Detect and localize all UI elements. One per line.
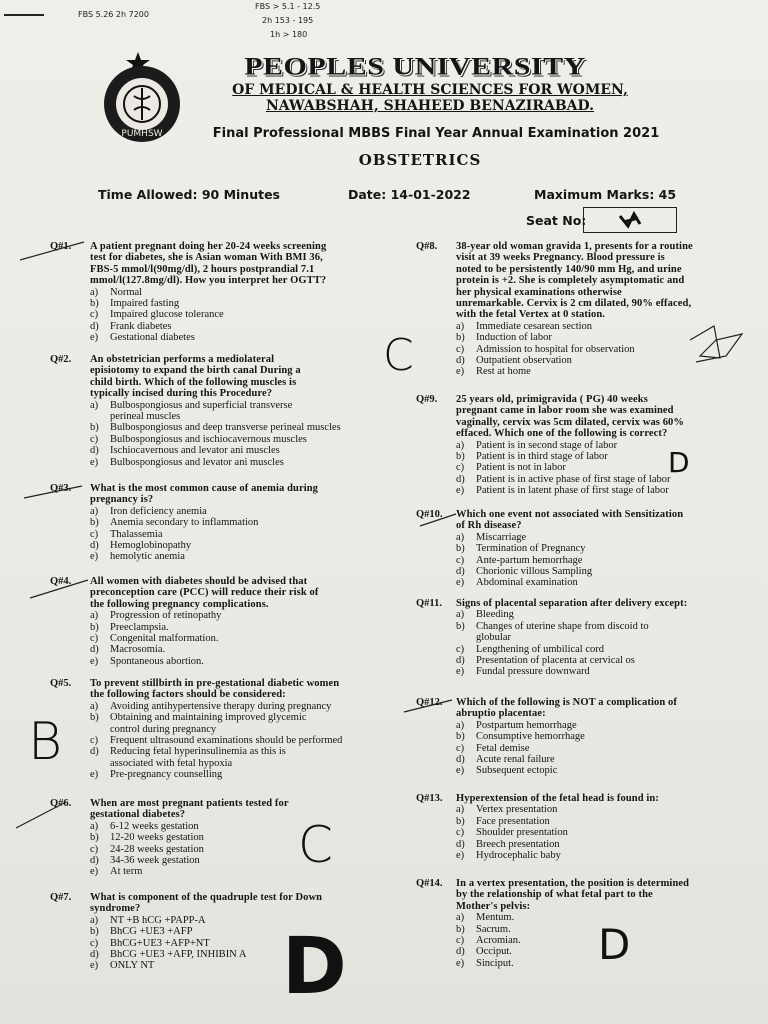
question-stem-line: 38-year old woman gravida 1, presents for a routine — [456, 241, 693, 252]
option-letter: b) — [456, 451, 465, 463]
question-stem-line: of Rh disease? — [456, 520, 522, 532]
option-text: Frank diabetes — [110, 320, 172, 332]
option-letter: e) — [90, 456, 99, 468]
question-stem-line: effaced. Which one of the following is correct? — [456, 428, 668, 440]
option-letter: c) — [90, 633, 99, 645]
question-stem-line: syndrome? — [90, 903, 141, 915]
option-text: Bulbospongiosus and superficial transverse — [110, 399, 293, 411]
option-text: Hemoglobinopathy — [110, 540, 192, 552]
option-letter: b) — [456, 731, 465, 743]
option-text: Patient is in active phase of first stage of labor — [476, 473, 671, 485]
option-letter: d) — [90, 540, 99, 552]
question-stem-line: All women with diabetes should be advised that — [90, 576, 308, 587]
option-text: Spontaneous abortion. — [110, 655, 204, 667]
option-text: Patient is in third stage of labor — [476, 451, 608, 463]
option-letter: a) — [90, 399, 99, 411]
option-text: Chorionic villous Sampling — [476, 566, 593, 578]
question-number: Q#7. — [50, 892, 72, 903]
option-letter: a) — [456, 719, 465, 731]
option-letter: b) — [90, 621, 99, 633]
university-subtitle: OF MEDICAL & HEALTH SCIENCES FOR WOMEN, — [232, 82, 628, 98]
question-stem-line: typically incised during this Procedure? — [90, 388, 273, 400]
option-letter: a) — [90, 286, 99, 298]
option-letter: c) — [456, 462, 465, 474]
option-letter: a) — [90, 820, 99, 832]
option-letter: d) — [456, 754, 465, 766]
option-letter: d) — [90, 746, 99, 758]
question-stem-line: protein is +2. She is completely asymptomatic and — [456, 275, 685, 287]
option-letter: c) — [456, 343, 465, 355]
option-letter: b) — [456, 815, 465, 827]
seat-label: Seat No: — [526, 213, 587, 228]
option-text: Bulbospongiosus and ischiocavernous muscles — [110, 433, 307, 445]
question-number: Q#8. — [416, 241, 438, 252]
question-stem-line: pregnant came in labor room she was examined — [456, 405, 674, 417]
question-stem-line: When are most pregnant patients tested for — [90, 798, 289, 809]
option-text: Induction of labor — [476, 332, 552, 344]
option-text: Patient is in latent phase of first stage of labor — [476, 485, 669, 497]
option-text: At term — [110, 866, 143, 878]
option-letter: d) — [90, 445, 99, 457]
option-text: NT +B hCG +PAPP-A — [110, 914, 206, 926]
option-letter: d) — [456, 946, 465, 958]
option-text: Patient is not in labor — [476, 462, 566, 474]
option-text: Bulbospongiosus and deep transverse perineal muscles — [110, 422, 341, 434]
option-text: 24-28 weeks gestation — [110, 843, 204, 855]
option-letter: d) — [456, 655, 465, 667]
option-letter: d) — [90, 320, 99, 332]
maximum-marks: Maximum Marks: 45 — [534, 187, 677, 202]
subject-title: OBSTETRICS — [358, 151, 482, 169]
option-letter: c) — [90, 843, 99, 855]
option-letter: a) — [456, 912, 465, 924]
option-letter: c) — [456, 742, 465, 754]
option-text: Subsequent ectopic — [476, 765, 558, 777]
option-letter: c) — [90, 309, 99, 321]
question-stem-line: the following pregnancy complications. — [90, 598, 269, 610]
option-text: Preeclampsia. — [110, 621, 169, 633]
question-stem-line: by the relationship of what fetal part to the — [456, 889, 653, 901]
handwritten-note: 2h 153 - 195 — [262, 16, 314, 25]
option-text: Breech presentation — [476, 838, 560, 850]
option-text: Pre-pregnancy counselling — [110, 769, 223, 781]
handwritten-answer: C — [383, 330, 414, 381]
question-stem-line: To prevent stillbirth in pre-gestational diabetic women — [90, 678, 340, 689]
option-text: Sinciput. — [476, 957, 514, 969]
option-text: Congenital malformation. — [110, 633, 219, 645]
option-letter: a) — [90, 610, 99, 622]
question-stem-line: with the fetal Vertex at 0 station. — [456, 309, 606, 321]
option-text: Avoiding antihypertensive therapy during pregnancy — [110, 700, 332, 712]
option-text: ONLY NT — [110, 960, 155, 972]
question-stem-line: An obstetrician performs a mediolateral — [90, 354, 275, 365]
option-text: associated with fetal hypoxia — [110, 757, 233, 769]
option-letter: d) — [90, 855, 99, 867]
option-letter: b) — [90, 517, 99, 529]
question-stem-line: pregnancy is? — [90, 494, 154, 506]
university-name: PEOPLES UNIVERSITY — [244, 52, 586, 81]
option-letter: c) — [90, 735, 99, 747]
question-number: Q#9. — [416, 394, 438, 405]
question-stem-line: noted to be persistently 140/90 mm Hg, and urine — [456, 263, 682, 275]
option-text: Vertex presentation — [476, 804, 558, 816]
option-letter: a) — [456, 804, 465, 816]
option-letter: a) — [456, 320, 465, 332]
option-text: Postpartum hemorrhage — [476, 719, 577, 731]
option-text: Thalassemia — [110, 528, 163, 540]
question-number: Q#5. — [50, 678, 72, 689]
option-text: BhCG+UE3 +AFP+NT — [110, 937, 210, 949]
option-letter: c) — [456, 827, 465, 839]
question-number: Q#12. — [416, 697, 443, 708]
question-stem-line: Which of the following is NOT a complication of — [456, 697, 677, 708]
option-letter: e) — [456, 366, 465, 378]
option-letter: c) — [456, 935, 465, 947]
option-text: Progression of retinopathy — [110, 610, 222, 622]
option-text: Ante-partum hemorrhage — [476, 554, 583, 566]
question-number: Q#1. — [50, 241, 72, 252]
option-letter: b) — [90, 298, 99, 310]
question-stem-line: test for diabetes, she is Asian woman With BMI 36, — [90, 252, 323, 264]
question-stem-line: unremarkable. Cervix is 2 cm dilated, 90% effaced, — [456, 298, 692, 310]
handwritten-answer: B — [28, 712, 63, 772]
option-text: Hydrocephalic baby — [476, 850, 561, 862]
option-text: Bulbospongiosus and levator ani muscles — [110, 456, 284, 468]
handwritten-note: 1h > 180 — [270, 30, 308, 39]
question-stem-line: What is component of the quadruple test for Down — [90, 892, 323, 903]
option-letter: a) — [456, 609, 465, 621]
option-letter: e) — [456, 666, 465, 678]
option-letter: b) — [90, 712, 99, 724]
option-text: perineal muscles — [110, 411, 181, 423]
option-letter: d) — [90, 644, 99, 656]
option-letter: e) — [90, 551, 99, 563]
option-text: Immediate cesarean section — [476, 320, 593, 332]
option-letter: c) — [90, 937, 99, 949]
time-allowed: Time Allowed: 90 Minutes — [98, 187, 280, 202]
question-number: Q#3. — [50, 483, 72, 494]
question-stem-line: the following factors should be considered: — [90, 689, 286, 701]
handwritten-note: FBS 5.26 2h 7200 — [78, 10, 149, 19]
option-text: Normal — [110, 286, 143, 298]
option-text: Face presentation — [476, 815, 550, 827]
option-letter: b) — [90, 832, 99, 844]
question-stem-line: A patient pregnant doing her 20-24 weeks screening — [90, 241, 327, 252]
question-stem-line: visit at 39 weeks Pregnancy. Blood pressure is — [456, 252, 665, 264]
handwritten-answer: D — [598, 920, 631, 969]
option-letter: a) — [90, 914, 99, 926]
option-text: Admission to hospital for observation — [476, 343, 635, 355]
option-text: Reducing fetal hyperinsulinemia as this is — [110, 746, 286, 758]
question-number: Q#4. — [50, 576, 72, 587]
question-number: Q#14. — [416, 878, 443, 889]
option-text: 12-20 weeks gestation — [110, 832, 204, 844]
option-text: Ischiocavernous and levator ani muscles — [110, 445, 280, 457]
option-letter: b) — [90, 422, 99, 434]
option-letter: a) — [456, 439, 465, 451]
option-letter: d) — [456, 566, 465, 578]
option-text: Rest at home — [476, 366, 531, 378]
option-text: Abdominal examination — [476, 577, 578, 589]
question-stem-line: Which one event not associated with Sensitization — [456, 509, 684, 520]
option-text: Changes of uterine shape from discoid to — [476, 620, 649, 632]
option-text: Impaired glucose tolerance — [110, 309, 224, 321]
option-text: BhCG +UE3 +AFP — [110, 926, 193, 938]
option-text: Termination of Pregnancy — [476, 543, 586, 555]
option-text: Bleeding — [476, 609, 514, 621]
option-letter: e) — [456, 485, 465, 497]
option-text: Obtaining and maintaining improved glycemic — [110, 712, 307, 724]
question-stem-line: In a vertex presentation, the position is determined — [456, 878, 690, 889]
question-stem-line: Signs of placental separation after delivery except: — [456, 598, 688, 609]
option-letter: d) — [456, 473, 465, 485]
option-text: BhCG +UE3 +AFP, INHIBIN A — [110, 949, 247, 961]
option-text: globular — [476, 632, 511, 644]
question-number: Q#2. — [50, 354, 72, 365]
option-text: Patient is in second stage of labor — [476, 439, 618, 451]
exam-date: Date: 14-01-2022 — [348, 187, 471, 202]
question-stem-line: preconception care (PCC) will reduce their risk of — [90, 587, 319, 599]
logo-text: PUMHSW — [121, 129, 163, 139]
option-text: Fetal demise — [476, 742, 530, 754]
question-stem-line: Mother's pelvis: — [456, 900, 531, 912]
question-stem-line: her physical examinations otherwise — [456, 286, 622, 298]
university-location: NAWABSHAH, SHAHEED BENAZIRABAD. — [265, 98, 595, 114]
question-stem-line: FBS-5 mmol/l(90mg/dl), 2 hours postprandial 7.1 — [90, 263, 315, 275]
option-text: Lengthening of umbilical cord — [476, 643, 605, 655]
option-text: control during pregnancy — [110, 723, 217, 735]
option-text: Fundal pressure downward — [476, 666, 590, 678]
option-letter: e) — [456, 765, 465, 777]
option-text: Occiput. — [476, 946, 512, 958]
option-letter: d) — [456, 355, 465, 367]
exam-title: Final Professional MBBS Final Year Annual Examination 2021 — [212, 126, 660, 141]
option-letter: e) — [456, 850, 465, 862]
option-text: Gestational diabetes — [110, 332, 195, 344]
handwritten-answer: D — [668, 446, 690, 479]
option-text: Acute renal failure — [476, 754, 555, 766]
question-number: Q#11. — [416, 598, 442, 609]
handwritten-answer: C — [298, 816, 333, 874]
option-letter: e) — [90, 655, 99, 667]
option-letter: a) — [90, 505, 99, 517]
option-letter: b) — [456, 332, 465, 344]
handwritten-note: FBS > 5.1 - 12.5 — [255, 2, 321, 11]
question-stem-line: Hyperextension of the fetal head is found in: — [456, 793, 659, 804]
question-stem-line: child birth. Which of the following muscles is — [90, 376, 297, 388]
question-stem-line: mmol/l(127.8mg/dl). How you interpret her OGTT? — [90, 275, 327, 287]
option-letter: e) — [456, 577, 465, 589]
option-text: Mentum. — [476, 912, 515, 924]
option-letter: c) — [90, 528, 99, 540]
option-text: Outpatient observation — [476, 355, 572, 367]
option-text: Presentation of placenta at cervical os — [476, 655, 635, 667]
option-letter: c) — [90, 433, 99, 445]
question-stem-line: What is the most common cause of anemia during — [90, 483, 319, 494]
option-letter: e) — [90, 332, 99, 344]
question-stem-line: abruptio placentae: — [456, 708, 546, 720]
option-letter: b) — [90, 926, 99, 938]
option-letter: b) — [456, 620, 465, 632]
question-number: Q#6. — [50, 798, 72, 809]
option-letter: d) — [90, 949, 99, 961]
option-text: 6-12 weeks gestation — [110, 820, 199, 832]
option-text: Impaired fasting — [110, 298, 180, 310]
option-text: Anemia secondary to inflammation — [110, 517, 259, 529]
question-number: Q#10. — [416, 509, 443, 520]
option-text: Miscarriage — [476, 531, 527, 543]
option-text: hemolytic anemia — [110, 551, 185, 563]
option-letter: e) — [90, 769, 99, 781]
option-text: 34-36 week gestation — [110, 855, 200, 867]
question-stem-line: episiotomy to expand the birth canal During a — [90, 365, 301, 377]
option-letter: c) — [456, 643, 465, 655]
option-letter: e) — [456, 957, 465, 969]
option-letter: b) — [456, 923, 465, 935]
option-letter: d) — [456, 838, 465, 850]
option-letter: c) — [456, 554, 465, 566]
option-text: Shoulder presentation — [476, 827, 568, 839]
option-letter: e) — [90, 866, 99, 878]
question-stem-line: gestational diabetes? — [90, 809, 186, 821]
option-letter: a) — [456, 531, 465, 543]
option-letter: a) — [90, 700, 99, 712]
handwritten-answer: D — [282, 922, 347, 1012]
question-number: Q#13. — [416, 793, 443, 804]
question-stem-line: vaginally, cervix was 5cm dilated, cervix was 60% — [456, 416, 684, 428]
option-text: Frequent ultrasound examinations should be performed — [110, 735, 343, 747]
option-text: Macrosomia. — [110, 644, 166, 656]
option-text: Consumptive hemorrhage — [476, 731, 585, 743]
option-letter: b) — [456, 543, 465, 555]
option-text: Acromian. — [476, 935, 521, 947]
option-letter: e) — [90, 960, 99, 972]
option-text: Iron deficiency anemia — [110, 505, 207, 517]
option-text: Sacrum. — [476, 923, 511, 935]
question-stem-line: 25 years old, primigravida ( PG) 40 weeks — [456, 394, 648, 405]
